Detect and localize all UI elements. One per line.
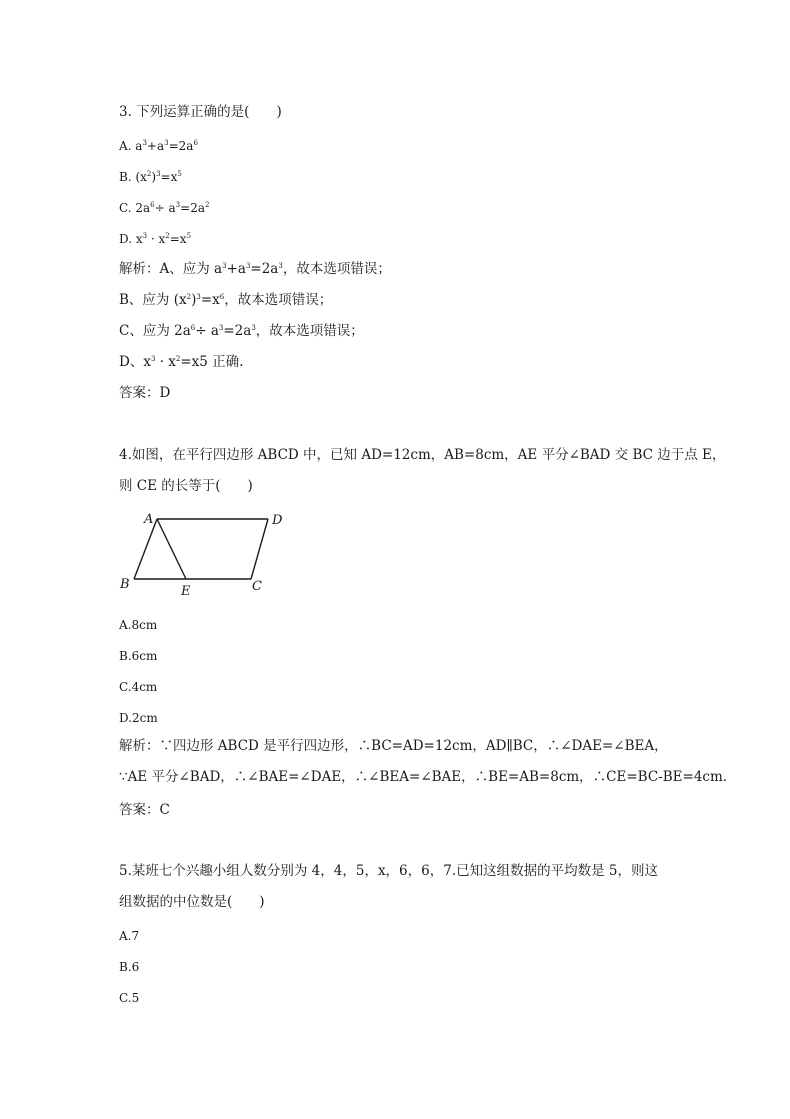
q4-answer: 答案：C <box>119 802 170 818</box>
label-a: A <box>144 512 154 527</box>
q4-stem-line-2: 则 CE 的长等于( ) <box>119 478 253 494</box>
q3-analysis-line-2: B、应为 $(x^2)^3=x^6$，故本选项错误； <box>119 292 333 308</box>
q4-option-a: A.8cm <box>119 618 158 632</box>
q3-option-d: D. $x^3 \cdot x^2=x^5$ <box>119 232 192 246</box>
segment-ae <box>157 519 186 579</box>
parallelogram-figure <box>110 506 300 602</box>
q5-option-b: B.6 <box>119 960 140 974</box>
q4-analysis-line-2: ∵AE 平分∠BAD，∴∠BAE=∠DAE，∴∠BEA=∠BAE，∴BE=AB=8cm，∴CE=BC-BE=4cm. <box>119 769 728 785</box>
label-b: B <box>120 577 130 592</box>
segment-dc <box>251 519 268 579</box>
q3-analysis-line-4: D、$x^3 \cdot x^2=x5$ 正确. <box>119 354 244 370</box>
q3-option-c: C. $2a^6\div a^3=2a^2$ <box>119 201 210 215</box>
label-d: D <box>272 513 283 528</box>
q5-option-a: A.7 <box>119 929 140 943</box>
q3-answer: 答案：D <box>119 385 171 401</box>
q3-stem: 3. 下列运算正确的是( ) <box>119 104 282 120</box>
q3-option-b: B. $(x^2)^3=x^5$ <box>119 170 182 184</box>
q4-option-b: B.6cm <box>119 649 158 663</box>
parallelogram-abcd <box>134 519 268 579</box>
q4-analysis-line-1: 解析：∵四边形 ABCD 是平行四边形，∴BC=AD=12cm，AD∥BC，∴∠DAE=∠BEA， <box>119 738 668 754</box>
q4-option-c: C.4cm <box>119 680 158 694</box>
q4-option-d: D.2cm <box>119 711 158 725</box>
q4-stem-line-1: 4.如图，在平行四边形 ABCD 中，已知 AD=12cm，AB=8cm，AE 平分∠BAD 交 BC 边于点 E， <box>119 447 726 463</box>
q3-analysis-line-3: C、应为 $2a^6\div a^3=2a^3$，故本选项错误； <box>119 323 364 339</box>
segment-ab <box>134 519 157 579</box>
q5-stem-line-2: 组数据的中位数是( ) <box>119 894 265 910</box>
label-c: C <box>252 579 262 594</box>
q3-option-a: A. $a^3+a^3=2a^6$ <box>119 139 198 153</box>
q5-option-c: C.5 <box>119 991 140 1005</box>
q5-stem-line-1: 5.某班七个兴趣小组人数分别为 4，4，5，x，6，6，7.已知这组数据的平均数是 5，则这 <box>119 863 658 879</box>
label-e: E <box>181 584 191 599</box>
q3-analysis-line-1: 解析：A、应为 $a^3+a^3=2a^3$，故本选项错误； <box>119 261 391 277</box>
